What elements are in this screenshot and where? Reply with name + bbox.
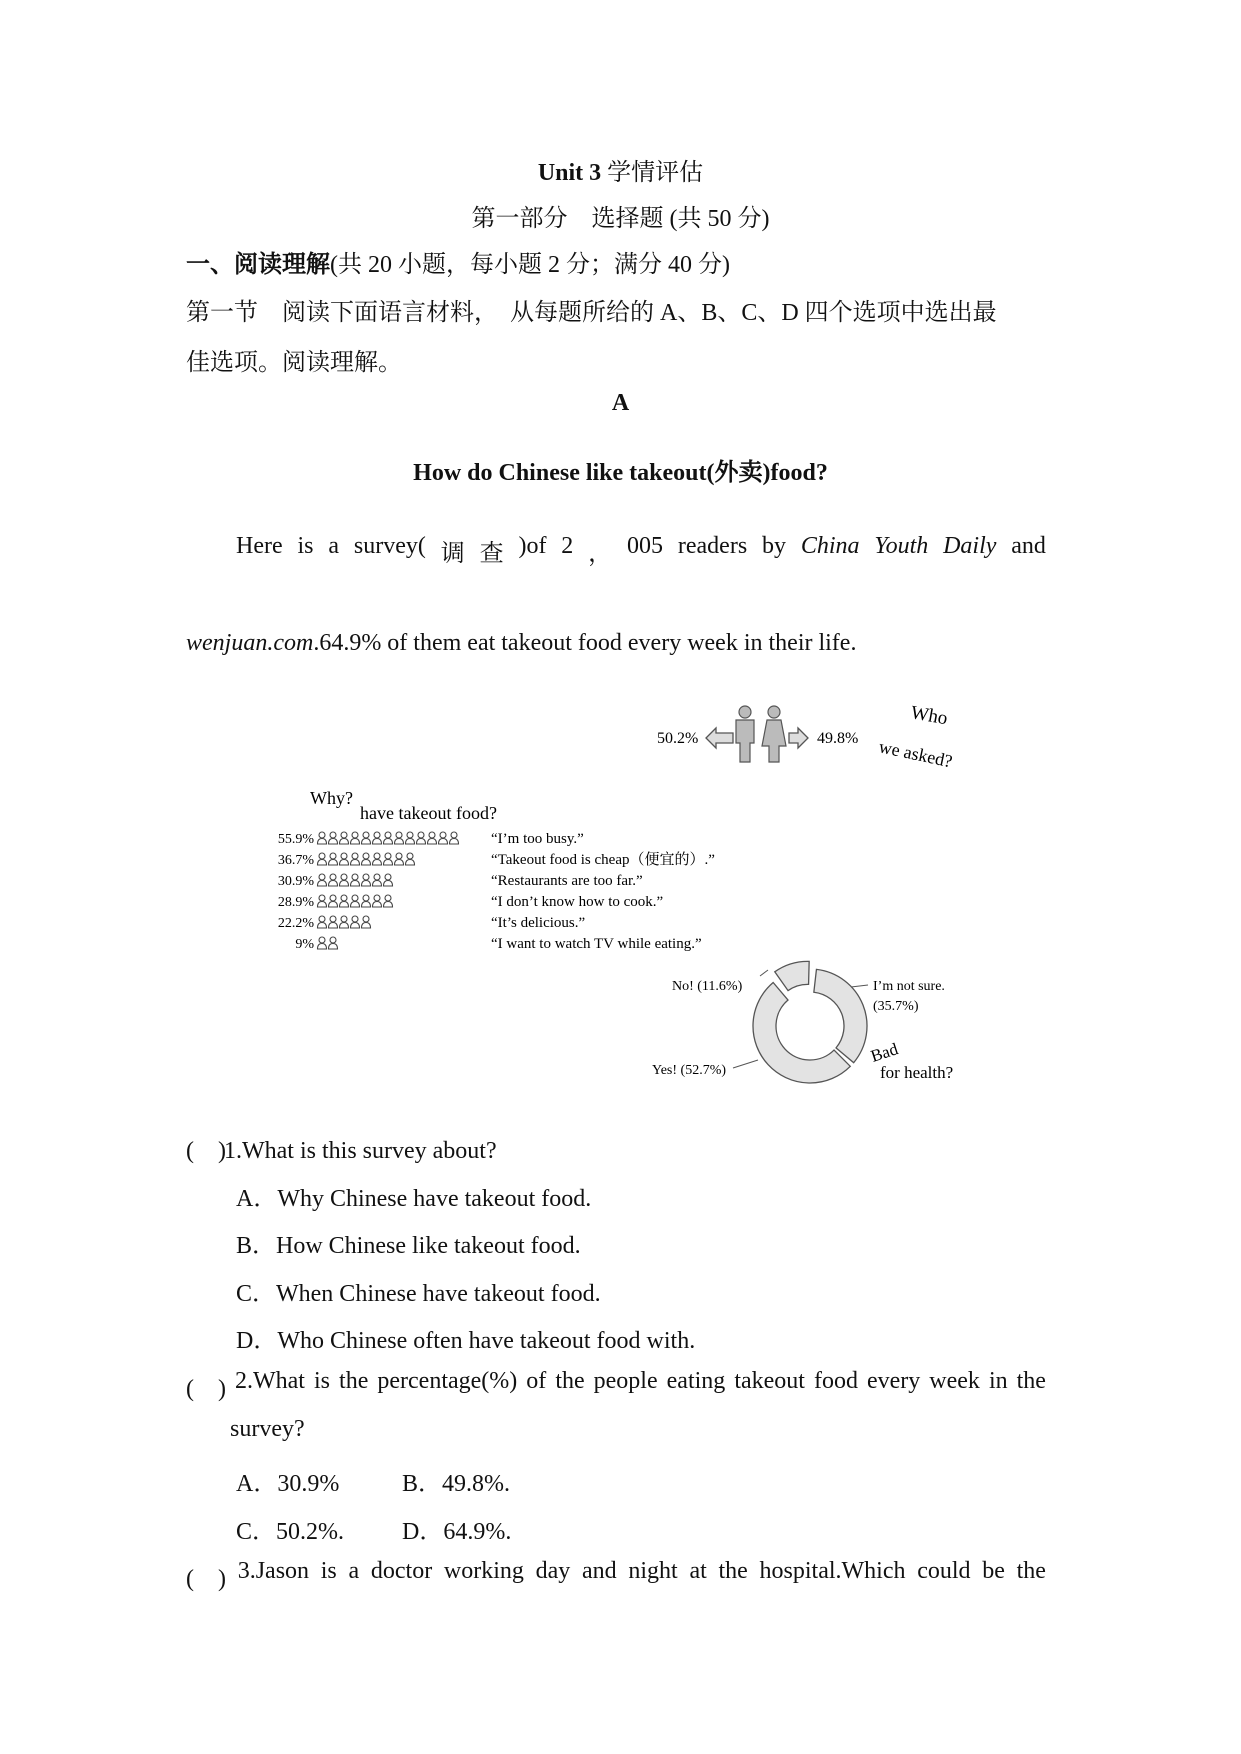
unit-title-number: Unit 3 (537, 160, 602, 186)
person-icon (362, 853, 371, 865)
word: by (762, 533, 787, 559)
question-2-line-2: survey? (230, 1416, 305, 1442)
instruction-line-1: 第一节 阅读下面语言材料， 从每题所给的 A、B、C、D 四个选项中选出最 (186, 300, 997, 326)
word: of (526, 1368, 547, 1394)
passage-label: A (611, 390, 630, 416)
why-row-reason: “I want to watch TV while eating.” (491, 936, 702, 952)
person-icon (373, 853, 382, 865)
word: ， (588, 541, 613, 567)
leader-line-no (760, 970, 768, 976)
word: takeout (734, 1368, 805, 1394)
word: the (555, 1368, 585, 1394)
word: 查 (479, 541, 504, 567)
word: at (689, 1558, 707, 1584)
slice-label-not-sure: I’m not sure. (873, 979, 945, 994)
male-percent: 50.2% (657, 730, 699, 747)
passage-title: How do Chinese like takeout(外卖)food? (413, 460, 828, 486)
person-icon (362, 832, 371, 844)
section-heading-label: 一、阅读理解 (186, 252, 330, 278)
word: 005 (627, 533, 664, 559)
q1-option-c[interactable]: C．When Chinese have takeout food. (236, 1281, 601, 1307)
word: and (582, 1558, 617, 1584)
person-icon (351, 874, 360, 886)
health-label-line-2: for health? (880, 1063, 954, 1082)
why-rows (278, 831, 715, 952)
slice-not-sure (814, 969, 867, 1062)
person-icon (340, 916, 349, 928)
why-row-reason: “Restaurants are too far.” (491, 873, 643, 889)
survey-infographic (0, 680, 1241, 1100)
person-icon (362, 895, 371, 907)
word: night (628, 1558, 678, 1584)
slice-label-yes: Yes! (52.7%) (652, 1063, 727, 1078)
person-icon (351, 853, 360, 865)
section-heading-detail: (共 20 小题，每小题 2 分；满分 40 分) (330, 252, 730, 278)
passage-paragraph-line-1 (236, 533, 1046, 568)
word: the (339, 1368, 369, 1394)
who-label-line-1: Who (909, 702, 950, 730)
person-icon (340, 832, 349, 844)
why-row-reason: “Takeout food is cheap（便宜的）.” (491, 852, 715, 868)
person-icon (329, 895, 338, 907)
why-row-percent: 55.9% (277, 832, 314, 847)
answer-blank[interactable]: ( ) (186, 1566, 226, 1592)
person-icon (318, 937, 327, 949)
word: 2.What (235, 1368, 305, 1394)
person-icon (395, 853, 404, 865)
part-title: 第一部分 选择题 (共 50 分) (471, 206, 770, 232)
word: survey( (353, 533, 426, 559)
why-row-percent: 36.7% (277, 853, 314, 868)
paragraph-text: .64.9% of them eat takeout food every week in their life. (313, 630, 857, 656)
word: and (1011, 533, 1046, 559)
word: a (328, 533, 340, 559)
passage-paragraph-line-2 (186, 630, 856, 657)
word: day (535, 1558, 571, 1584)
question-1 (186, 1130, 497, 1165)
q1-option-b[interactable]: B．How Chinese like takeout food. (236, 1233, 581, 1259)
q2-option-b[interactable]: B．49.8%. (402, 1471, 510, 1497)
health-donut-chart (733, 961, 868, 1083)
person-icon (373, 895, 382, 907)
question-3 (186, 1558, 1046, 1593)
word: food (813, 1368, 858, 1394)
unit-title (0, 152, 1241, 187)
section-heading (186, 244, 730, 279)
female-percent: 49.8% (817, 730, 859, 747)
word: hospital.Which (759, 1558, 906, 1584)
health-section (652, 961, 953, 1083)
person-icon (329, 916, 338, 928)
left-arrow-icon (706, 728, 733, 748)
person-icon (406, 853, 415, 865)
word: people (593, 1368, 658, 1394)
health-label-line-1: Bad (868, 1039, 901, 1066)
person-icon (373, 832, 382, 844)
person-icon (384, 832, 393, 844)
word: )of (518, 533, 547, 559)
word: is (297, 533, 314, 559)
person-icon (362, 916, 371, 928)
q2-option-d[interactable]: D．64.9%. (402, 1519, 512, 1545)
why-row-percent: 28.9% (277, 895, 314, 910)
word: working (443, 1558, 524, 1584)
person-icon (340, 895, 349, 907)
website-name: wenjuan.com (186, 630, 314, 656)
person-icon (329, 937, 338, 949)
word: Daily (943, 533, 997, 559)
leader-line-yes (733, 1060, 758, 1068)
leader-line-not-sure (851, 985, 868, 987)
word: doctor (370, 1558, 433, 1584)
slice-label-no-top: No! (11.6%) (672, 979, 743, 994)
person-icon (351, 895, 360, 907)
who-label-line-2: we asked? (877, 736, 955, 772)
right-arrow-icon (789, 728, 808, 748)
q2-option-c[interactable]: C．50.2%. (236, 1519, 344, 1545)
word: Youth (874, 533, 929, 559)
word: the (1016, 1368, 1046, 1394)
word: a (348, 1558, 360, 1584)
person-icon (395, 832, 404, 844)
person-icon (428, 832, 437, 844)
word: China (800, 533, 860, 559)
question-stem: 1.What is this survey about? (224, 1138, 497, 1164)
q2-option-a[interactable]: A．30.9% (236, 1471, 340, 1497)
word: 调 (440, 541, 465, 567)
slice-no (775, 961, 809, 990)
word: is (314, 1368, 331, 1394)
word: 2 (561, 533, 574, 559)
why-row-percent: 9% (295, 937, 314, 952)
person-icon (362, 874, 371, 886)
person-icon (351, 916, 360, 928)
person-icon (406, 832, 415, 844)
word: is (320, 1558, 337, 1584)
person-icon (318, 853, 327, 865)
why-label-line-1: Why? (310, 788, 353, 808)
person-icon (384, 853, 393, 865)
person-icon (450, 832, 459, 844)
person-icon (318, 895, 327, 907)
word: eating (666, 1368, 726, 1394)
word: could (917, 1558, 971, 1584)
word: Here (236, 533, 283, 559)
q1-option-d[interactable]: D．Who Chinese often have takeout food with. (236, 1328, 696, 1354)
person-icon (318, 874, 327, 886)
word: percentage(%) (377, 1368, 518, 1394)
word: week (929, 1368, 980, 1394)
why-row-reason: “I’m too busy.” (491, 831, 584, 847)
word: every (866, 1368, 921, 1394)
who-section (657, 702, 954, 771)
slice-label-not-sure-percent: (35.7%) (873, 999, 919, 1014)
person-icon (384, 895, 393, 907)
why-row-percent: 30.9% (277, 874, 314, 889)
answer-blank[interactable]: ( ) (186, 1376, 226, 1402)
person-icon (340, 874, 349, 886)
person-icon (318, 832, 327, 844)
person-icon (318, 916, 327, 928)
why-row-percent: 22.2% (277, 916, 314, 931)
word: readers (677, 533, 748, 559)
male-figure-icon (736, 706, 754, 762)
unit-title-text: 学情评估 (601, 160, 704, 186)
word: in (988, 1368, 1008, 1394)
person-icon (439, 832, 448, 844)
person-icon (329, 853, 338, 865)
word: be (982, 1558, 1005, 1584)
why-row-reason: “It’s delicious.” (491, 915, 586, 931)
person-icon (340, 853, 349, 865)
question-2 (186, 1368, 1046, 1403)
word: the (718, 1558, 748, 1584)
q1-option-a[interactable]: A．Why Chinese have takeout food. (236, 1186, 592, 1212)
answer-blank[interactable]: ( ) (186, 1138, 226, 1164)
person-icon (329, 832, 338, 844)
why-section (278, 788, 715, 952)
person-icon (417, 832, 426, 844)
person-icon (373, 874, 382, 886)
person-icon (329, 874, 338, 886)
person-icon (384, 874, 393, 886)
why-row-reason: “I don’t know how to cook.” (491, 894, 664, 910)
word: the (1016, 1558, 1046, 1584)
instruction-line-2: 佳选项。阅读理解。 (186, 350, 402, 376)
female-figure-icon (762, 706, 786, 762)
person-icon (351, 832, 360, 844)
word: 3.Jason (237, 1558, 310, 1584)
why-label-line-2: have takeout food? (360, 803, 497, 823)
